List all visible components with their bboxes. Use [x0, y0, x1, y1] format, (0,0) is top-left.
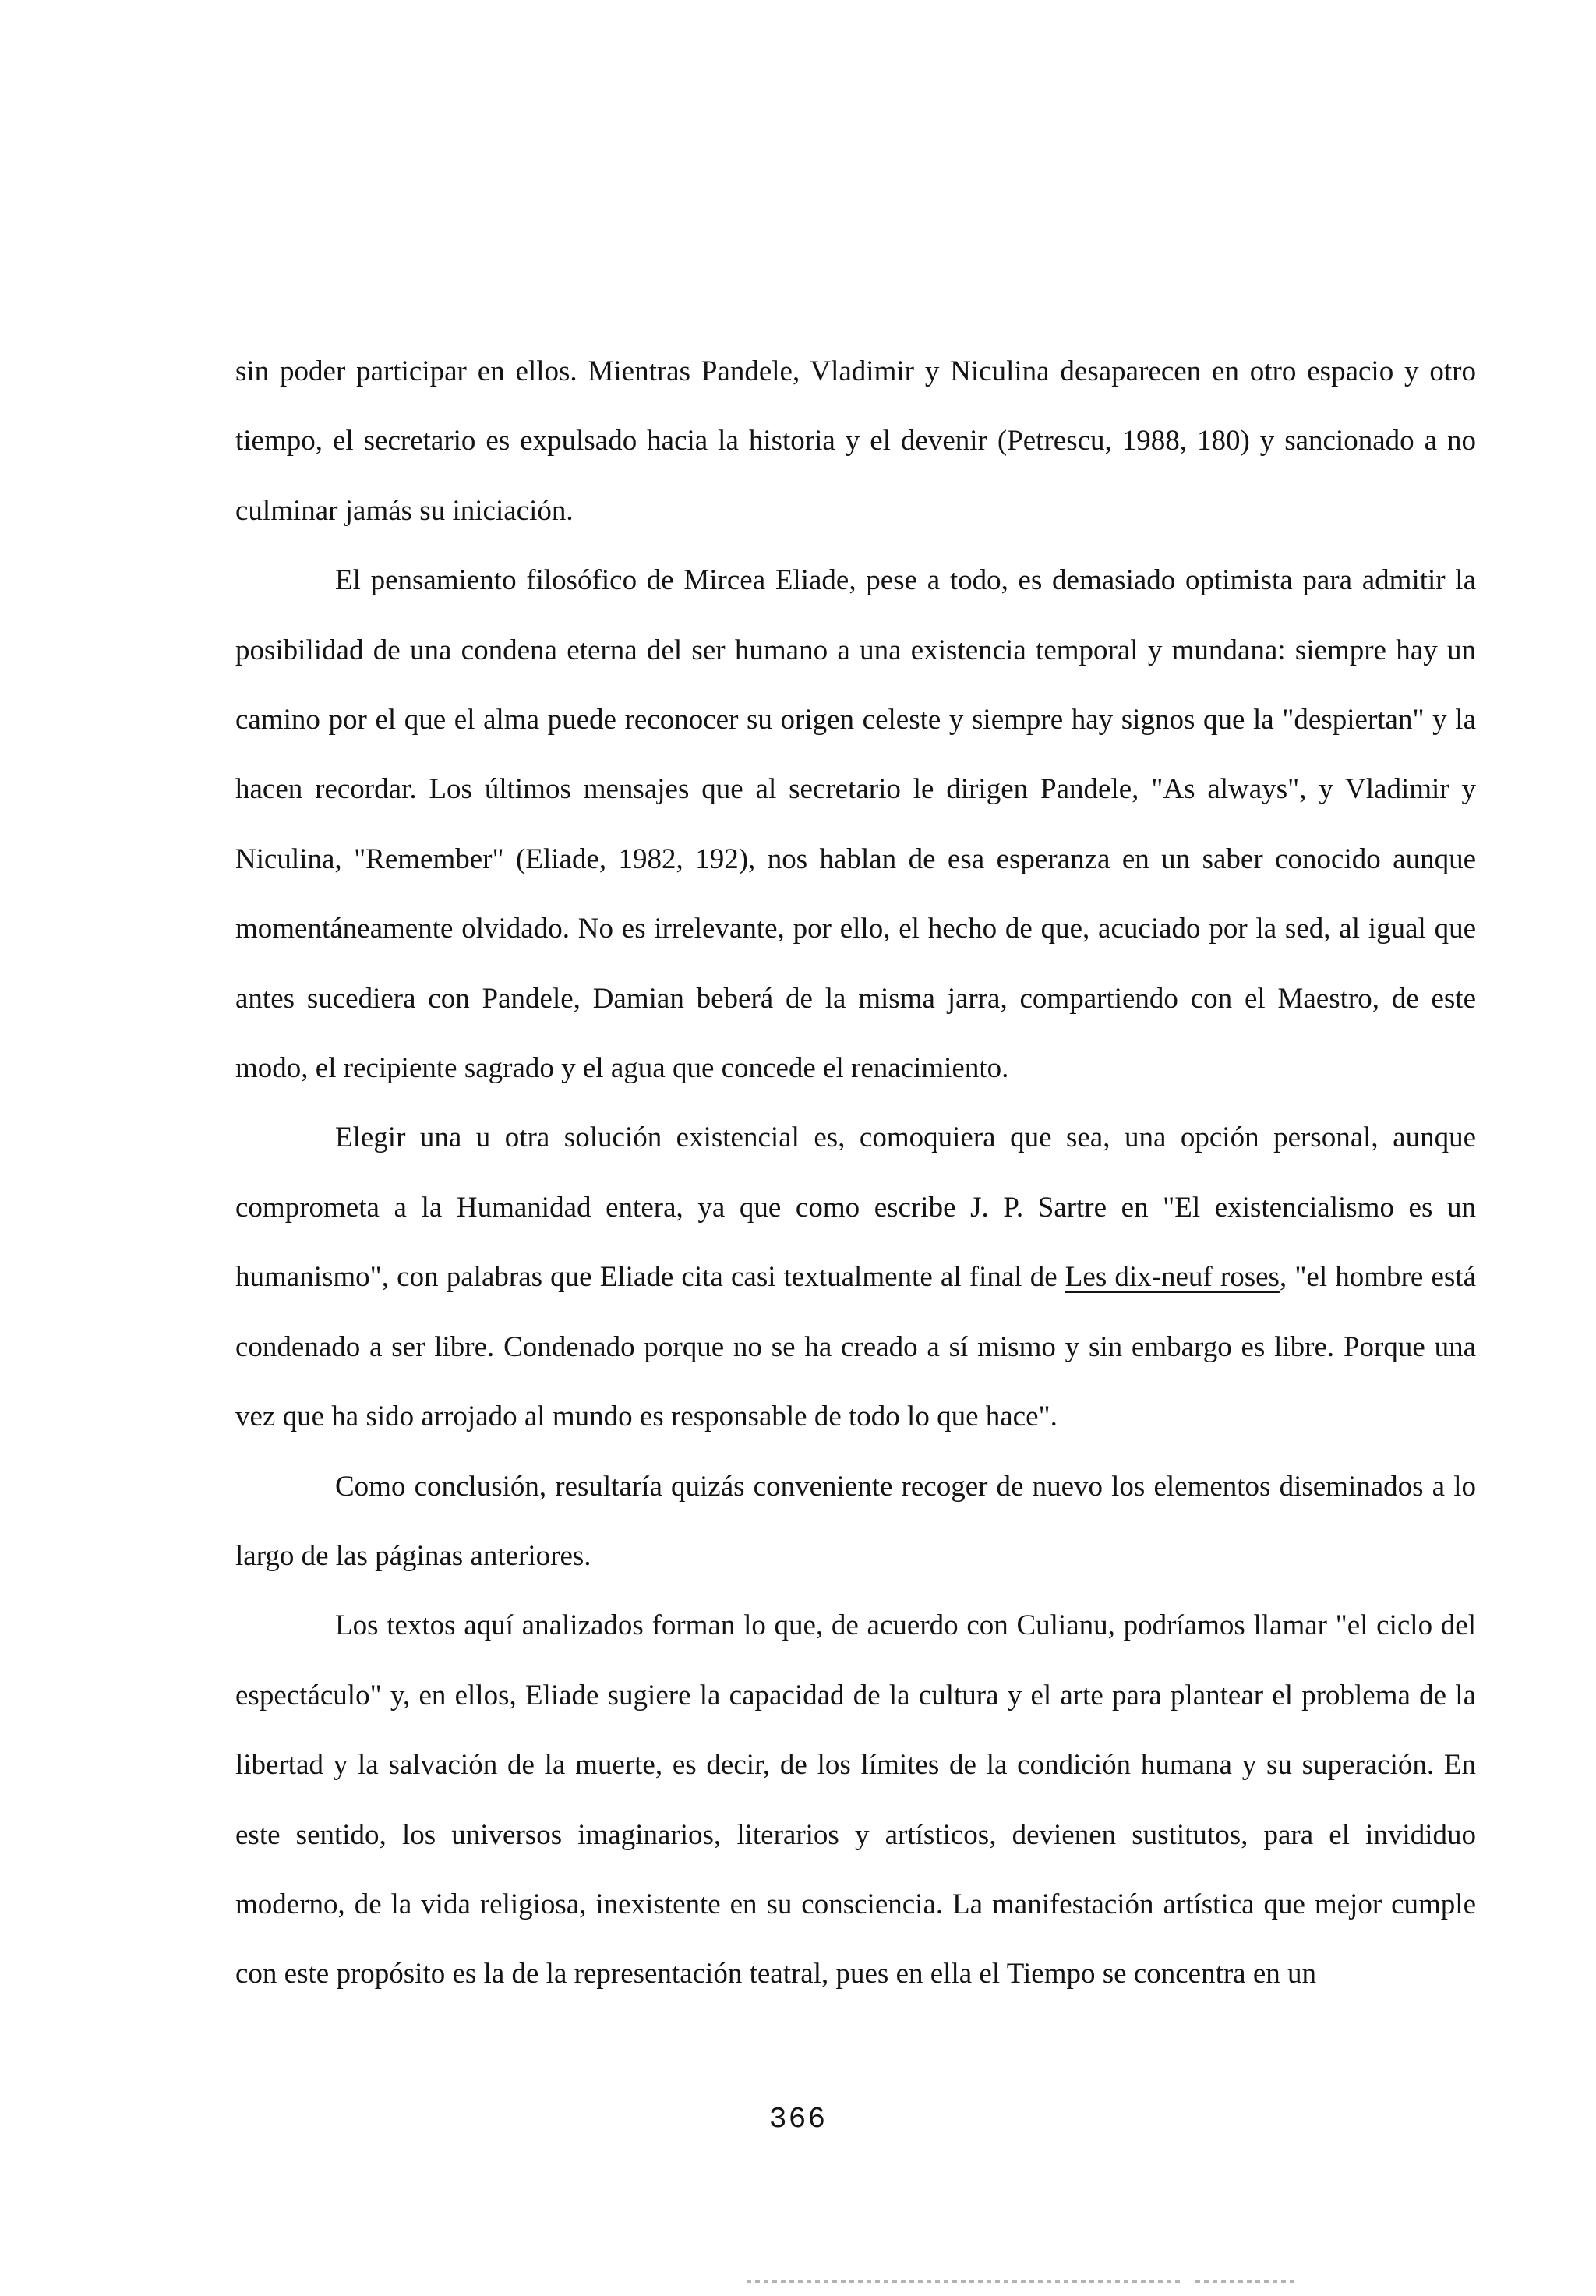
- page-number: 366: [768, 2103, 828, 2136]
- scan-artifact: [747, 2280, 1183, 2283]
- scan-artifact: [1195, 2280, 1294, 2283]
- paragraph-2-text: El pensamiento filosófico de Mircea Eliade, pese a todo, es demasiado optimista para admitir la posibilidad de una condena eterna del ser humano a una existencia temporal y mundana: siempre hay un camino por el que el alma puede reconocer su origen celeste y siempre hay signos que la "despiertan" y la hacen recordar. Los últimos mensajes que al secretario le dirigen Pandele, "As always", y Vladimir y Niculina, "Remember" (Eliade, 1982, 192), nos hablan de esa esperanza en un saber conocido aunque momentáneamente olvidado. No es irrelevante, por ello, el hecho de que, acuciado por la sed, al igual que antes sucediera con Pandele, Damian beberá de la misma jarra, compartiendo con el Maestro, de este modo, el recipiente sagrado y el agua que concede el renacimiento.: [235, 564, 1476, 1085]
- paragraph-1-text: sin poder participar en ellos. Mientras Pandele, Vladimir y Niculina desaparecen en otro espacio y otro tiempo, el secretario es expulsado hacia la historia y el devenir (Petrescu, 1988, 180) y sancionado a no culminar jamás su iniciación.: [235, 355, 1476, 527]
- paragraph-3-text-end: , "el hombre está condenado a ser libre. Condenado porque no se ha creado a sí mismo y sin embargo es libre. Porque una vez que ha sido arrojado al mundo es responsable de todo lo que hace".: [235, 1261, 1476, 1433]
- body-text: [235, 337, 1476, 2009]
- paragraph-5: [235, 1591, 1476, 2008]
- paragraph-5-text: Los textos aquí analizados forman lo que, de acuerdo con Culianu, podríamos llamar "el ciclo del espectáculo" y, en ellos, Eliade sugiere la capacidad de la cultura y el arte para plantear el problema de la libertad y la salvación de la muerte, es decir, de los límites de la condición humana y su superación. En este sentido, los universos imaginarios, literarios y artísticos, devienen sustitutos, para el invididuo moderno, de la vida religiosa, inexistente en su consciencia. La manifestación artística que mejor cumple con este propósito es la de la representación teatral, pues en ella el Tiempo se concentra en un: [235, 1609, 1476, 1990]
- paragraph-1: [235, 337, 1476, 546]
- book-title-les-dix-neuf-roses: Les dix-neuf roses: [1065, 1261, 1280, 1294]
- paragraph-4-text: Como conclusión, resultaría quizás conveniente recoger de nuevo los elementos diseminados a lo largo de las páginas anteriores.: [235, 1470, 1476, 1572]
- paragraph-2: [235, 546, 1476, 1103]
- paragraph-3: [235, 1103, 1476, 1451]
- paragraph-4: [235, 1452, 1476, 1591]
- paragraph-3-text-start: Elegir una u otra solución existencial es, comoquiera que sea, una opción personal, aunque comprometa a la Humanidad entera, ya que como escribe J. P. Sartre en "El existencialismo es un humanismo", con palabras que Eliade cita casi textualmente al final de: [235, 1122, 1476, 1294]
